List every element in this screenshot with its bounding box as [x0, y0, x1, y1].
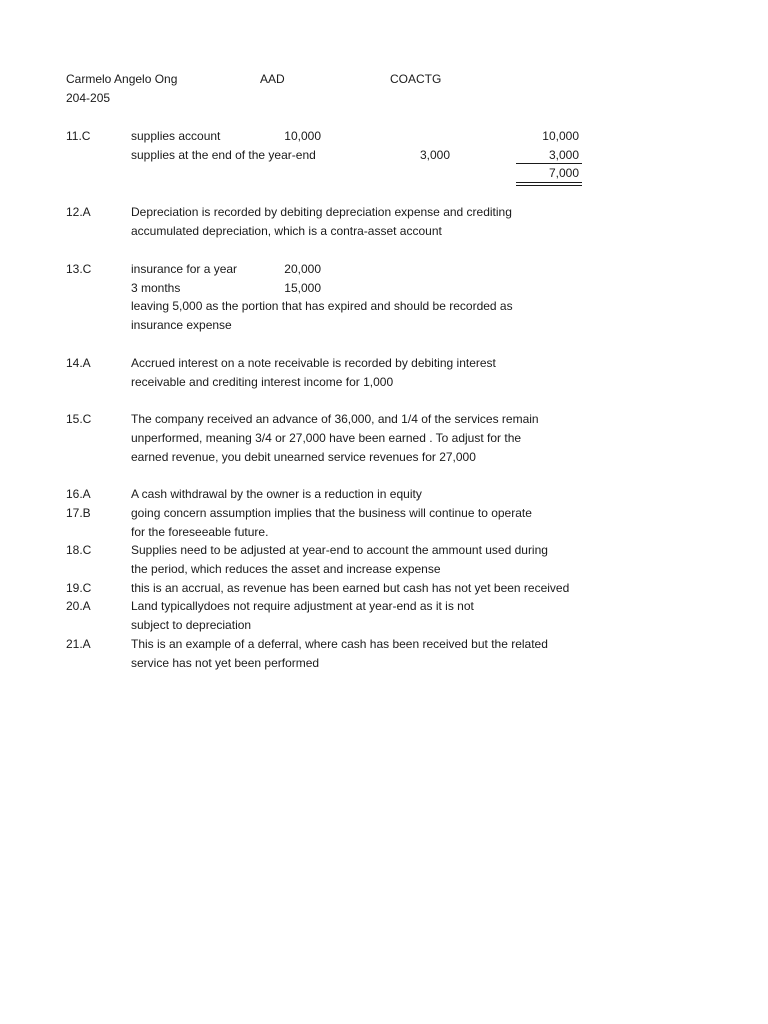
q11-row2-right: 3,000 [548, 148, 579, 162]
q15-text-line: unperformed, meaning 3/4 or 27,000 have been earned . To adjust for the [131, 431, 522, 445]
q12-text-line: Depreciation is recorded by debiting depreciation expense and crediting [131, 205, 512, 219]
q13-row1-amount: 20,000 [284, 262, 321, 276]
q15-text-line: The company received an advance of 36,000, and 1/4 of the services remain [131, 412, 539, 426]
q11-row1-amount: 10,000 [284, 129, 321, 143]
course-code: COACTG [390, 72, 442, 86]
q21-text-line: This is an example of a deferral, where cash has been received but the related [131, 637, 548, 651]
q13-text-line: leaving 5,000 as the portion that has expired and should be recorded as [131, 299, 513, 313]
q18-text-line: the period, which reduces the asset and increase expense [131, 562, 441, 576]
q11-row2-amount: 3,000 [419, 148, 450, 162]
q20-text-line: subject to depreciation [131, 618, 252, 632]
section-code: AAD [260, 72, 285, 86]
q14-text-line: receivable and crediting interest income for 1,000 [131, 375, 394, 389]
q20-text-line: Land typicallydoes not require adjustment at year-end as it is not [131, 599, 474, 613]
id-range: 204-205 [66, 91, 111, 105]
q11-row1-right: 10,000 [542, 129, 579, 143]
answer-label-11: 11.C [66, 129, 91, 143]
q15-text-line: earned revenue, you debit unearned service revenues for 27,000 [131, 450, 476, 464]
q17-text-line: for the foreseeable future. [131, 525, 269, 539]
answer-label-14: 14.A [66, 356, 91, 370]
q18-text-line: Supplies need to be adjusted at year-end to account the ammount used during [131, 543, 548, 557]
answer-label-15: 15.C [66, 412, 92, 426]
answer-label-19: 19.C [66, 581, 92, 595]
q13-row2-amount: 15,000 [284, 281, 321, 295]
q19-text-line: this is an accrual, as revenue has been earned but cash has not yet been received [131, 581, 570, 595]
q16-text-line: A cash withdrawal by the owner is a reduction in equity [131, 487, 422, 501]
double-rule-top [516, 182, 582, 183]
double-rule-bottom [516, 185, 582, 186]
answer-label-16: 16.A [66, 487, 91, 501]
student-name: Carmelo Angelo Ong [66, 72, 178, 86]
q17-text-line: going concern assumption implies that the business will continue to operate [131, 506, 532, 520]
answer-label-13: 13.C [66, 262, 92, 276]
answer-label-18: 18.C [66, 543, 92, 557]
q12-text-line: accumulated depreciation, which is a contra-asset account [131, 224, 442, 238]
q13-row2-desc: 3 months [131, 281, 181, 295]
q11-total: 7,000 [548, 166, 579, 180]
q13-text-line: insurance expense [131, 318, 232, 332]
answer-label-12: 12.A [66, 205, 91, 219]
q13-row1-desc: insurance for a year [131, 262, 238, 276]
q11-row2-desc: supplies at the end of the year-end [131, 148, 316, 162]
q21-text-line: service has not yet been performed [131, 656, 320, 670]
answer-label-21: 21.A [66, 637, 91, 651]
q14-text-line: Accrued interest on a note receivable is recorded by debiting interest [131, 356, 496, 370]
answer-label-20: 20.A [66, 599, 91, 613]
answer-label-17: 17.B [66, 506, 91, 520]
q11-row1-desc: supplies account [131, 129, 221, 143]
